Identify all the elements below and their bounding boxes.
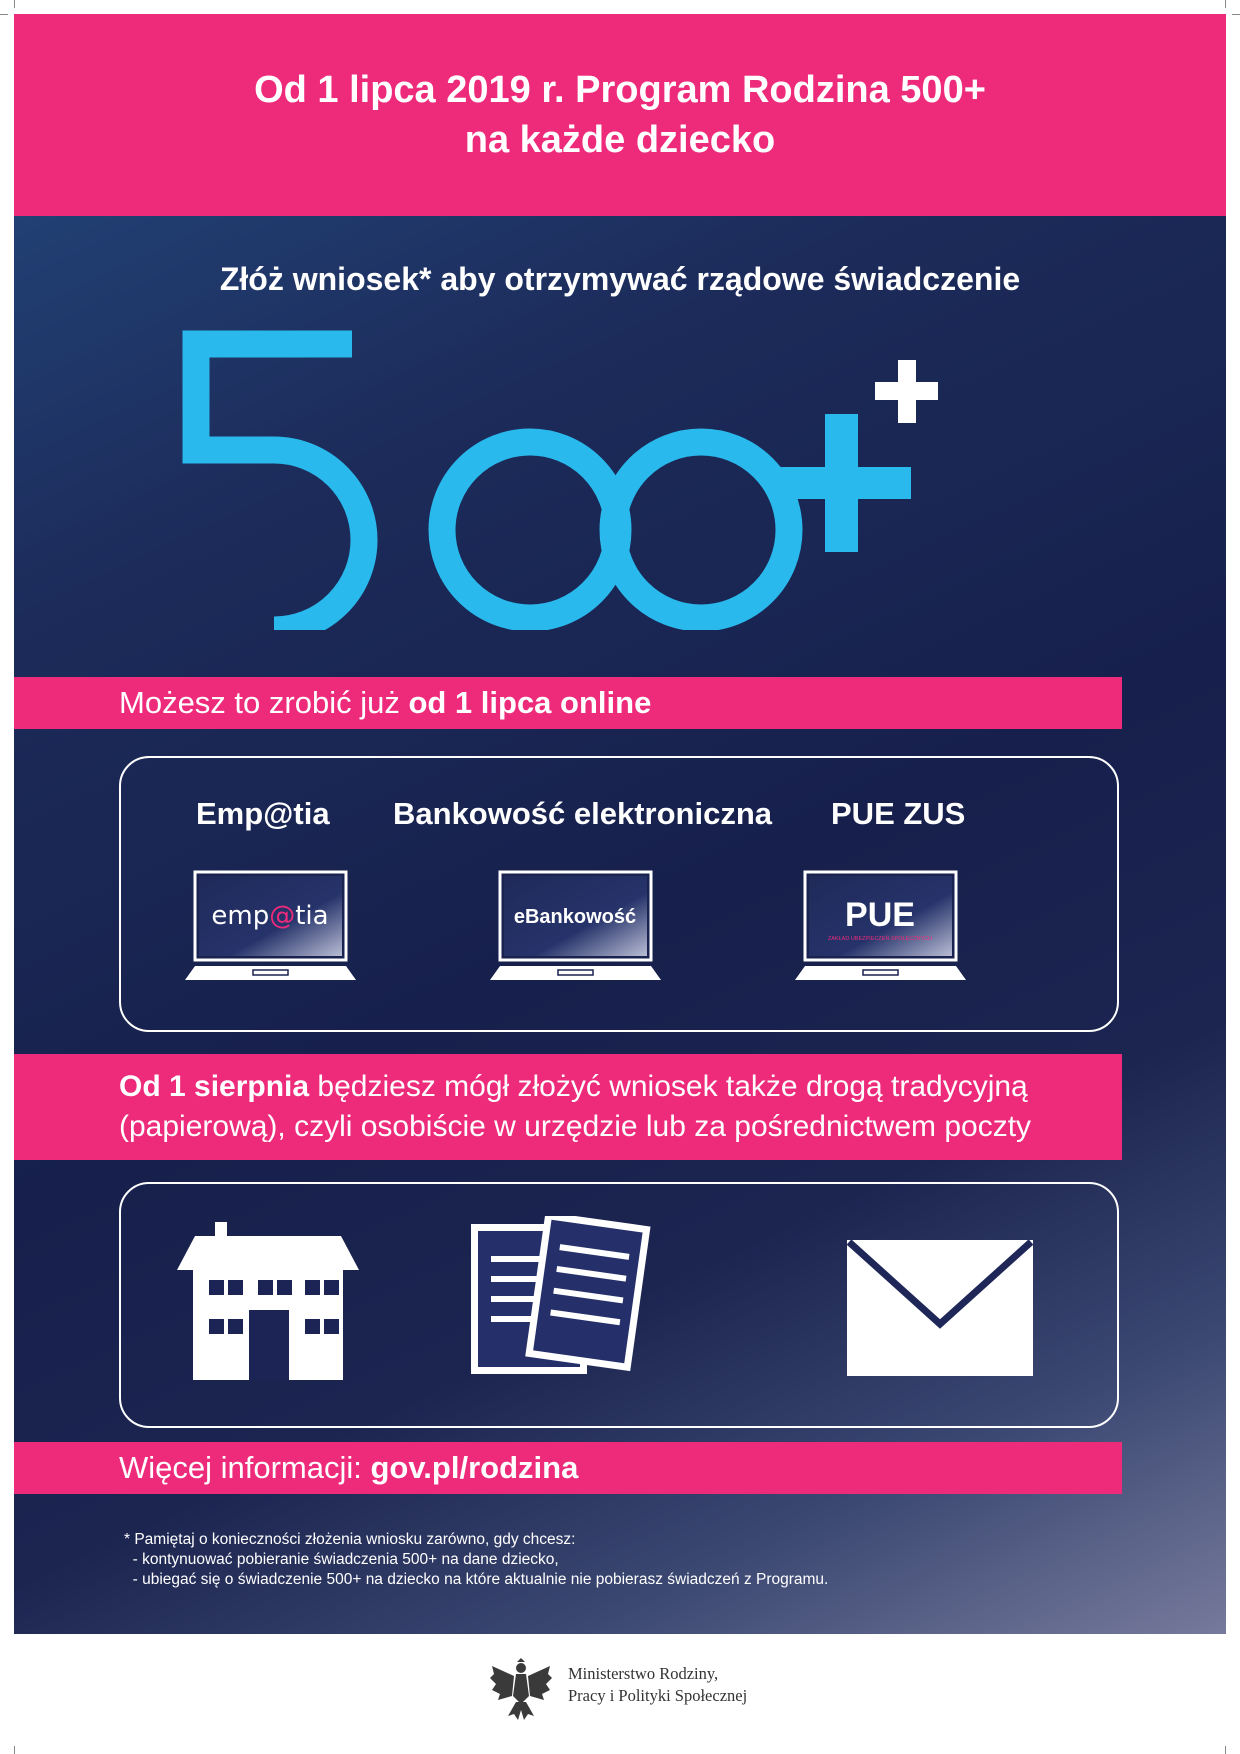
eagle-emblem-icon — [488, 1652, 554, 1724]
logo-digit-5 — [196, 344, 364, 630]
laptop-empatia — [183, 870, 358, 990]
footnote-line-1: * Pamiętaj o konieczności złożenia wniosku zarówno, gdy chcesz: — [124, 1531, 576, 1548]
paper-options-box — [119, 1182, 1119, 1428]
footnote-line-2: - kontynuować pobieranie świadczenia 500+ na dane dziecko, — [124, 1551, 559, 1568]
option-title-pue: PUE ZUS — [831, 796, 966, 831]
paper-bar-bold: Od 1 sierpnia — [119, 1070, 310, 1103]
option-title-empatia: Emp@tia — [196, 796, 330, 831]
logo-digit-0-first — [442, 442, 618, 618]
header-line-2: na każde dziecko — [464, 119, 776, 161]
paper-bar-line-2: (papierową), czyli osobiście w urzędzie lub za pośrednictwem poczty — [119, 1110, 1032, 1143]
svg-text:ZAKŁAD UBEZPIECZEŃ SPOŁECZNYCH: ZAKŁAD UBEZPIECZEŃ SPOŁECZNYCH — [827, 936, 933, 942]
documents-icon — [469, 1216, 659, 1376]
footnote — [124, 1530, 828, 1590]
building-icon — [173, 1222, 363, 1382]
poster — [14, 14, 1226, 1634]
laptop-ebank — [488, 870, 663, 990]
crop-mark — [14, 0, 15, 8]
logo-plus-small — [875, 360, 938, 423]
svg-text:emp@tia: emp@tia — [211, 901, 329, 931]
crop-mark — [1225, 1746, 1226, 1754]
logo-digit-0-second — [613, 442, 789, 618]
online-bar-bold: od 1 lipca online — [408, 685, 652, 720]
online-options-box — [119, 756, 1119, 1032]
paper-bar — [14, 1054, 1122, 1160]
option-title-bank: Bankowość elektroniczna — [393, 796, 773, 831]
footnote-line-3: - ubiegać się o świadczenie 500+ na dziecko na które aktualnie nie pobierasz świadczeń z Programu. — [124, 1571, 829, 1588]
laptop-pue — [793, 870, 968, 990]
header-band — [14, 14, 1226, 216]
crop-mark — [0, 14, 8, 15]
logo-500-plus — [182, 330, 972, 630]
info-link[interactable]: gov.pl/rodzina — [370, 1450, 579, 1485]
header-line-1: Od 1 lipca 2019 r. Program Rodzina 500+ — [254, 69, 986, 111]
svg-text:eBankowość: eBankowość — [513, 906, 637, 928]
info-bar — [14, 1442, 1122, 1494]
crop-mark — [14, 1746, 15, 1754]
ministry-name — [568, 1663, 747, 1707]
online-bar — [14, 677, 1122, 729]
svg-text:PUE: PUE — [845, 896, 915, 934]
paper-bar-rest: będziesz mógł złożyć wniosek także drogą tradycyjną — [309, 1070, 1028, 1103]
online-bar-prefix: Możesz to zrobić już — [119, 685, 409, 720]
ministry-line-2: Pracy i Polityki Społecznej — [568, 1686, 748, 1705]
ministry-line-1: Ministerstwo Rodziny, — [568, 1664, 719, 1683]
envelope-icon — [845, 1238, 1035, 1378]
info-bar-prefix: Więcej informacji: — [119, 1450, 371, 1485]
crop-mark — [1232, 14, 1240, 15]
subtitle: Złóż wniosek* aby otrzymywać rządowe świadczenie — [219, 261, 1021, 297]
crop-mark — [1225, 0, 1226, 8]
